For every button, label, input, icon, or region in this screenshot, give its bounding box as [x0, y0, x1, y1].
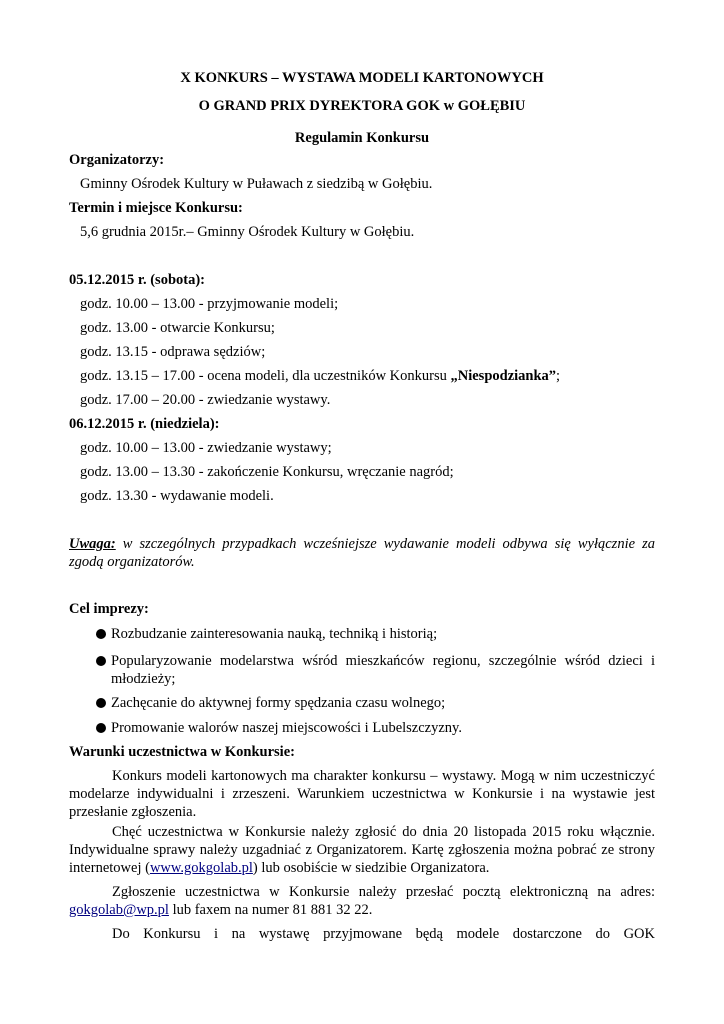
- goal-text: Zachęcanie do aktywnej formy spędzania czasu wolnego;: [111, 695, 446, 711]
- conditions-paragraph-3: [69, 883, 655, 919]
- day2-item: godz. 13.30 - wydawanie modeli.: [80, 488, 274, 504]
- title-line-2: O GRAND PRIX DYREKTORA GOK w GOŁĘBIU: [198, 98, 526, 114]
- day1-item: godz. 10.00 – 13.00 - przyjmowanie modeli;: [80, 296, 339, 312]
- day1-item-surprise: [69, 367, 655, 385]
- goal-text: Popularyzowanie modelarstwa wśród mieszkańców regionu, szczególnie wśród dzieci i młodzieży;: [111, 653, 655, 687]
- bullet-icon: [96, 698, 106, 708]
- conditions-p2-text: [69, 823, 655, 877]
- conditions-heading: Warunki uczestnictwa w Konkursie:: [69, 744, 295, 760]
- day2-heading: 06.12.2015 r. (niedziela):: [69, 416, 220, 432]
- note-label: Uwaga:: [69, 536, 116, 552]
- p3-start: Zgłoszenie uczestnictwa w Konkursie należy przesłać pocztą elektroniczną na adres:: [112, 884, 655, 900]
- conditions-paragraph-4: [69, 925, 655, 943]
- conditions-paragraph-2: [69, 823, 655, 877]
- conditions-p1-text: Konkurs modeli kartonowych ma charakter konkursu – wystawy. Mogą w nim uczestniczyć modelarze indywidualni i zrzeszeni. Warunkiem uczestnictwa w Konkursie i na wystawie jest przesłanie zgłoszenia.: [69, 768, 655, 820]
- p2-end: ) lub osobiście w siedzibie Organizatora.: [252, 860, 490, 876]
- organizers-text: Gminny Ośrodek Kultury w Puławach z siedzibą w Gołębiu.: [80, 176, 433, 192]
- surprise-end: ;: [556, 368, 561, 384]
- goal-item: [96, 625, 655, 643]
- p3-end: lub faxem na numer 81 881 32 22.: [168, 902, 373, 918]
- goal-text: Rozbudzanie zainteresowania nauką, techniką i historią;: [111, 626, 438, 642]
- organizers-heading: Organizatorzy:: [69, 152, 165, 168]
- bullet-icon: [96, 656, 106, 666]
- conditions-paragraph-1: [69, 767, 655, 821]
- conditions-p3-text: [69, 883, 655, 919]
- day1-item-text: godz. 13.15 – 17.00 - ocena modeli, dla uczestników Konkursu: [80, 368, 451, 384]
- note-text: w szczególnych przypadkach wcześniejsze wydawanie modeli odbywa się wyłącznie za zgodą organizatorów.: [69, 536, 655, 570]
- note-paragraph: [69, 535, 655, 571]
- term-heading: Termin i miejsce Konkursu:: [69, 200, 243, 216]
- term-text: 5,6 grudnia 2015r.– Gminny Ośrodek Kultury w Gołębiu.: [80, 224, 415, 240]
- goals-heading: Cel imprezy:: [69, 601, 149, 617]
- surprise-label: „Niespodzianka”: [450, 368, 557, 384]
- title-line-1: X KONKURS – WYSTAWA MODELI KARTONOWYCH: [180, 70, 544, 86]
- email-link[interactable]: gokgolab@wp.pl: [69, 902, 169, 918]
- goal-text: Promowanie walorów naszej miejscowości i Lubelszczyzny.: [111, 720, 462, 736]
- bullet-icon: [96, 629, 106, 639]
- day2-item: godz. 13.00 – 13.30 - zakończenie Konkursu, wręczanie nagród;: [80, 464, 454, 480]
- day1-item: godz. 13.00 - otwarcie Konkursu;: [80, 320, 275, 336]
- website-link[interactable]: www.gokgolab.pl: [149, 860, 253, 876]
- day2-item: godz. 10.00 – 13.00 - zwiedzanie wystawy;: [80, 440, 332, 456]
- day1-item: godz. 17.00 – 20.00 - zwiedzanie wystawy.: [80, 392, 331, 408]
- p2-start: Chęć uczestnictwa w Konkursie należy zgłosić do dnia 20 listopada 2015 roku włącznie. Indywidualne sprawy należy uzgadniać z Organizatorem. Kartę zgłoszenia można pobrać ze strony internetowej (: [69, 824, 655, 876]
- goal-item: [96, 694, 655, 712]
- goal-item: [96, 719, 655, 737]
- bullet-icon: [96, 723, 106, 733]
- subtitle: Regulamin Konkursu: [294, 130, 430, 146]
- day1-heading: 05.12.2015 r. (sobota):: [69, 272, 206, 288]
- conditions-p4-text: Do Konkursu i na wystawę przyjmowane będą modele dostarczone do GOK: [112, 926, 655, 942]
- day1-item: godz. 13.15 - odprawa sędziów;: [80, 344, 266, 360]
- goal-item: [96, 652, 655, 688]
